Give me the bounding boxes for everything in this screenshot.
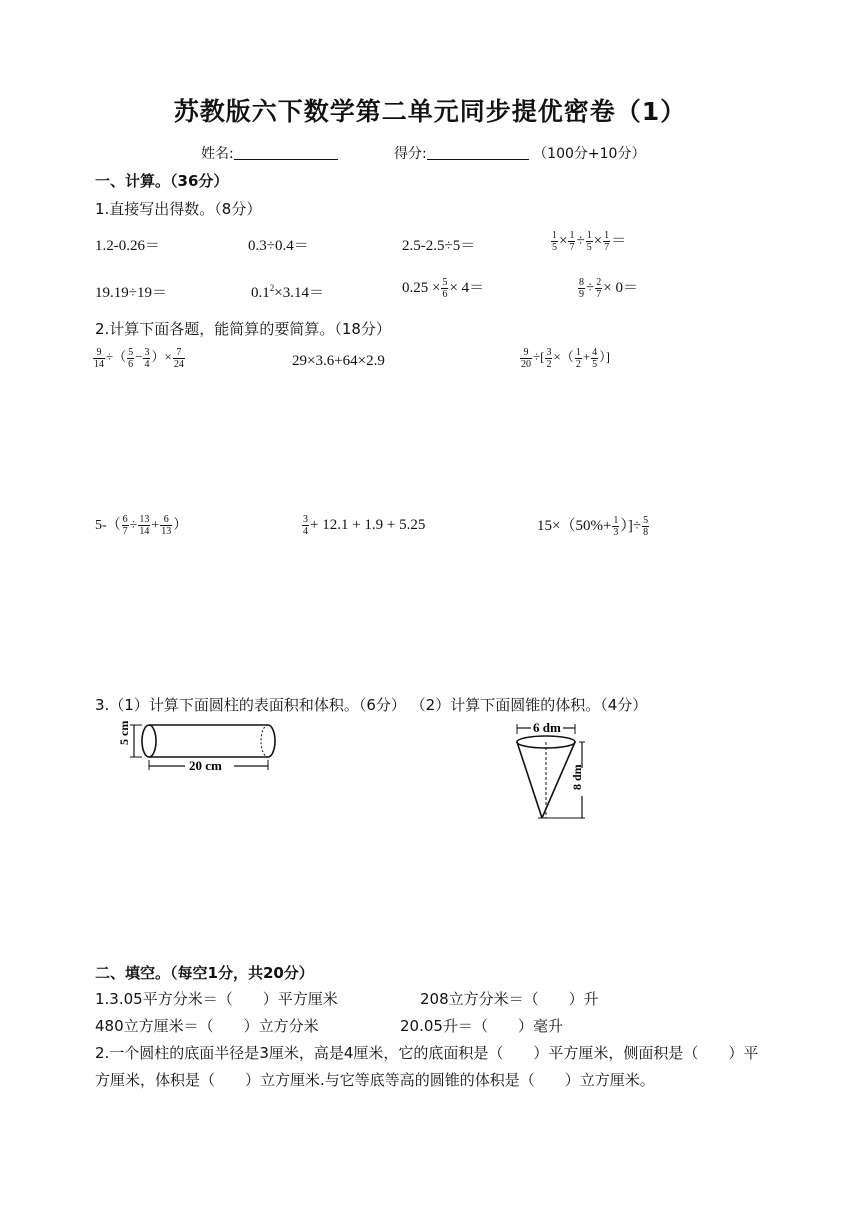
expr-3: $\frac{9}{20}$ ÷[ $\frac{3}{2}$ ×（ $\frac{1}{2}$ + $\frac{4}{5}$ ）] <box>521 346 610 370</box>
calc-6: $0.1^2\times 3.14=$ <box>251 283 324 301</box>
fill-1b: 208立方分米＝（ ）升 <box>420 990 599 1008</box>
calc-7: 0.25 × $\frac{5}{6}$ × 4＝ <box>402 277 485 301</box>
name-label: 姓名: <box>201 146 234 162</box>
cone-height-label: 8 dm <box>570 764 584 790</box>
calc-5: 19.19÷19＝ <box>95 285 167 301</box>
name-blank[interactable] <box>234 145 338 160</box>
cylinder-figure <box>112 716 284 776</box>
fill-2a: 480立方厘米＝（ ）立方分米 <box>95 1017 319 1035</box>
calc-3: 2.5-2.5÷5＝ <box>402 238 476 254</box>
section1-heading: 一、计算。（36分） <box>95 172 229 190</box>
section2-heading: 二、填空。（每空1分，共20分） <box>95 964 314 982</box>
expr-2: 29×3.6+64×2.9 <box>292 353 385 369</box>
calc-2: 0.3÷0.4＝ <box>248 238 309 254</box>
expr-1: $\frac{9}{14}$ ÷（ $\frac{5}{6}$ − $\frac{3}{4}$ ）× $\frac{7}{24}$ <box>94 346 184 370</box>
cone-diameter-label: 6 dm <box>533 720 561 735</box>
page-title: 苏教版六下数学第二单元同步提优密卷（1） <box>173 97 687 126</box>
q3-label: 3.（1）计算下面圆柱的表面积和体积。（6分） （2）计算下面圆锥的体积。（4分） <box>95 696 648 714</box>
total-score: （100分+10分） <box>533 146 646 162</box>
fill-question-2: 2.一个圆柱的底面半径是3厘米，高是4厘米，它的底面积是（ ）平方厘米，侧面积是（ ）平方厘米，体积是（ ）立方厘米.与它等底等高的圆锥的体积是（ ）立方厘米。 <box>95 1044 759 1089</box>
q1-label: 1.直接写出得数。（8分） <box>95 200 262 218</box>
expr-5: $\frac{3}{4}$ + 12.1 + 1.9 + 5.25 <box>303 514 426 537</box>
name-field <box>201 143 338 163</box>
expr-6: 15×（50%+ $\frac{1}{3}$ ）]÷ $\frac{5}{8}$ <box>537 515 649 539</box>
score-field <box>394 143 645 163</box>
fill-2b: 20.05升＝（ ）毫升 <box>400 1017 563 1035</box>
score-label: 得分: <box>394 146 427 162</box>
calc-4: $\frac{1}{5}$ × $\frac{1}{7}$ ÷ $\frac{1}{5}$ × $\frac{1}{7}$ ＝ <box>552 230 627 254</box>
expr-4: 5-（ $\frac{6}{7}$ ÷ $\frac{13}{14}$ + $\frac{6}{13}$ ） <box>95 514 188 538</box>
fill-1a: 1.3.05平方分米＝（ ）平方厘米 <box>95 990 338 1008</box>
score-blank[interactable] <box>427 145 529 160</box>
calc-8: $\frac{8}{9}$ ÷ $\frac{2}{7}$ × 0＝ <box>579 277 638 301</box>
cylinder-length-label: 20 cm <box>189 758 222 773</box>
q2-label: 2.计算下面各题，能简算的要简算。（18分） <box>95 320 391 338</box>
cone-figure <box>505 716 595 822</box>
calc-1: 1.2-0.26＝ <box>95 238 160 254</box>
cylinder-diameter-label: 5 cm <box>117 720 131 745</box>
